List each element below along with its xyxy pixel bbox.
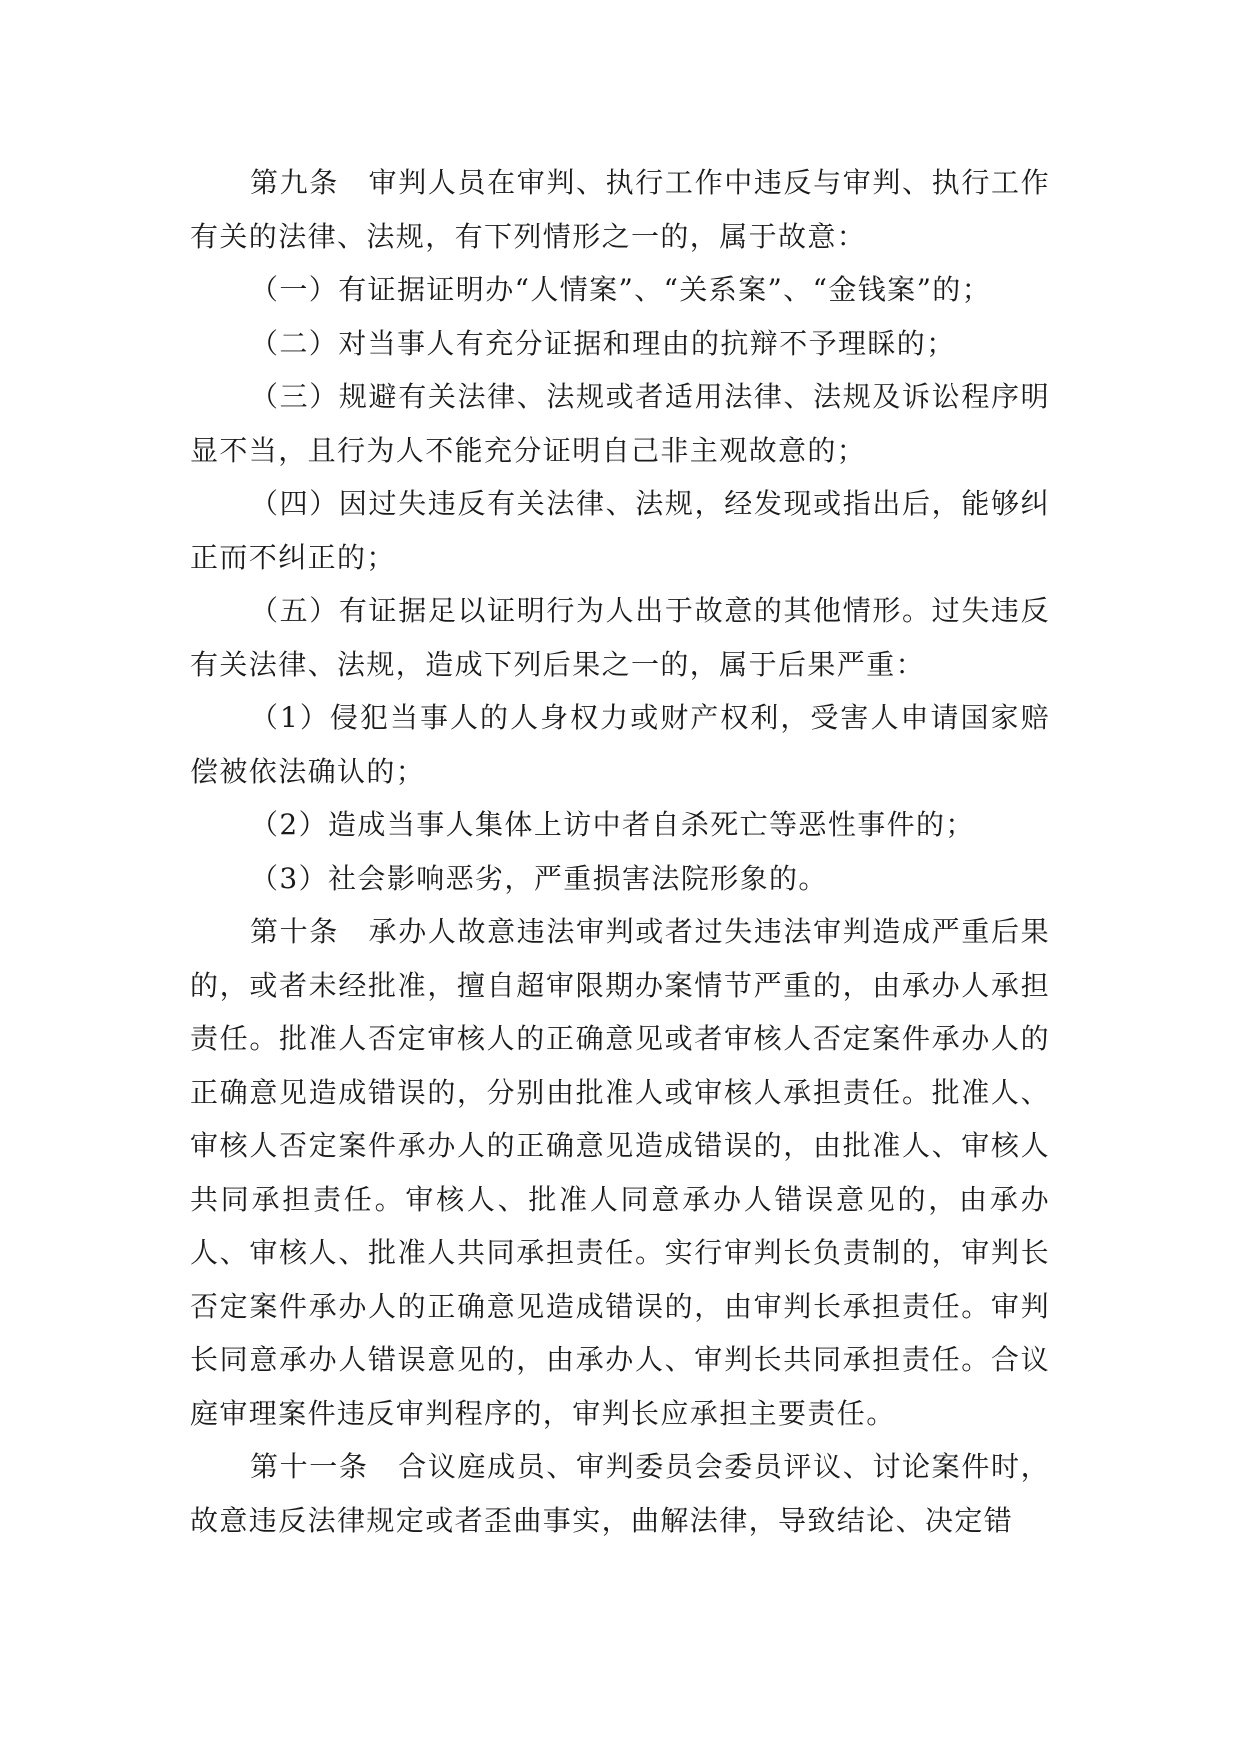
article-10-paragraph: 第十条 承办人故意违法审判或者过失违法审判造成严重后果的，或者未经批准，擅自超审限期办案情节严重的，由承办人承担责任。批准人否定审核人的正确意见或者审核人否定案件承办人的正确意见造成错误的，分别由批准人或审核人承担责任。批准人、审核人否定案件承办人的正确意见造成错误的，由批准人、审核人共同承担责任。审核人、批准人同意承办人错误意见的，由承办人、审核人、批准人共同承担责任。实行审判长负责制的，审判长否定案件承办人的正确意见造成错误的，由审判长承担责任。审判长同意承办人错误意见的，由承办人、审判长共同承担责任。合议庭审理案件违反审判程序的，审判长应承担主要责任。 xyxy=(190,915,1050,1430)
article-9-item-1: （一）有证据证明办“人情案”、“关系案”、“金钱案”的； xyxy=(250,273,992,306)
article-9-item-2: （二）对当事人有充分证据和理由的抗辩不予理睬的； xyxy=(250,326,956,360)
article-9-item-4: （四）因过失违反有关法律、法规，经发现或指出后，能够纠正而不纠正的； xyxy=(190,487,1050,574)
article-11-paragraph: 第十一条 合议庭成员、审判委员会委员评议、讨论案件时，故意违反法律规定或者歪曲事实，曲解法律，导致结论、决定错 xyxy=(190,1450,1050,1537)
article-9-paragraph: 第九条 审判人员在审判、执行工作中违反与审判、执行工作有关的法律、法规，有下列情形之一的，属于故意： xyxy=(190,166,1050,253)
consequence-item-3: （3）社会影响恶劣，严重损害法院形象的。 xyxy=(250,861,828,895)
consequence-item-2: （2）造成当事人集体上访中者自杀死亡等恶性事件的； xyxy=(250,808,975,841)
consequence-item-1: （1）侵犯当事人的人身权力或财产权利，受害人申请国家赔偿被依法确认的； xyxy=(190,701,1050,788)
article-9-item-5: （五）有证据足以证明行为人出于故意的其他情形。过失违反有关法律、法规，造成下列后果之一的，属于后果严重： xyxy=(190,594,1050,681)
document-body xyxy=(190,156,1050,1547)
article-9-item-3: （三）规避有关法律、法规或者适用法律、法规及诉讼程序明显不当，且行为人不能充分证明自己非主观故意的； xyxy=(190,380,1050,467)
